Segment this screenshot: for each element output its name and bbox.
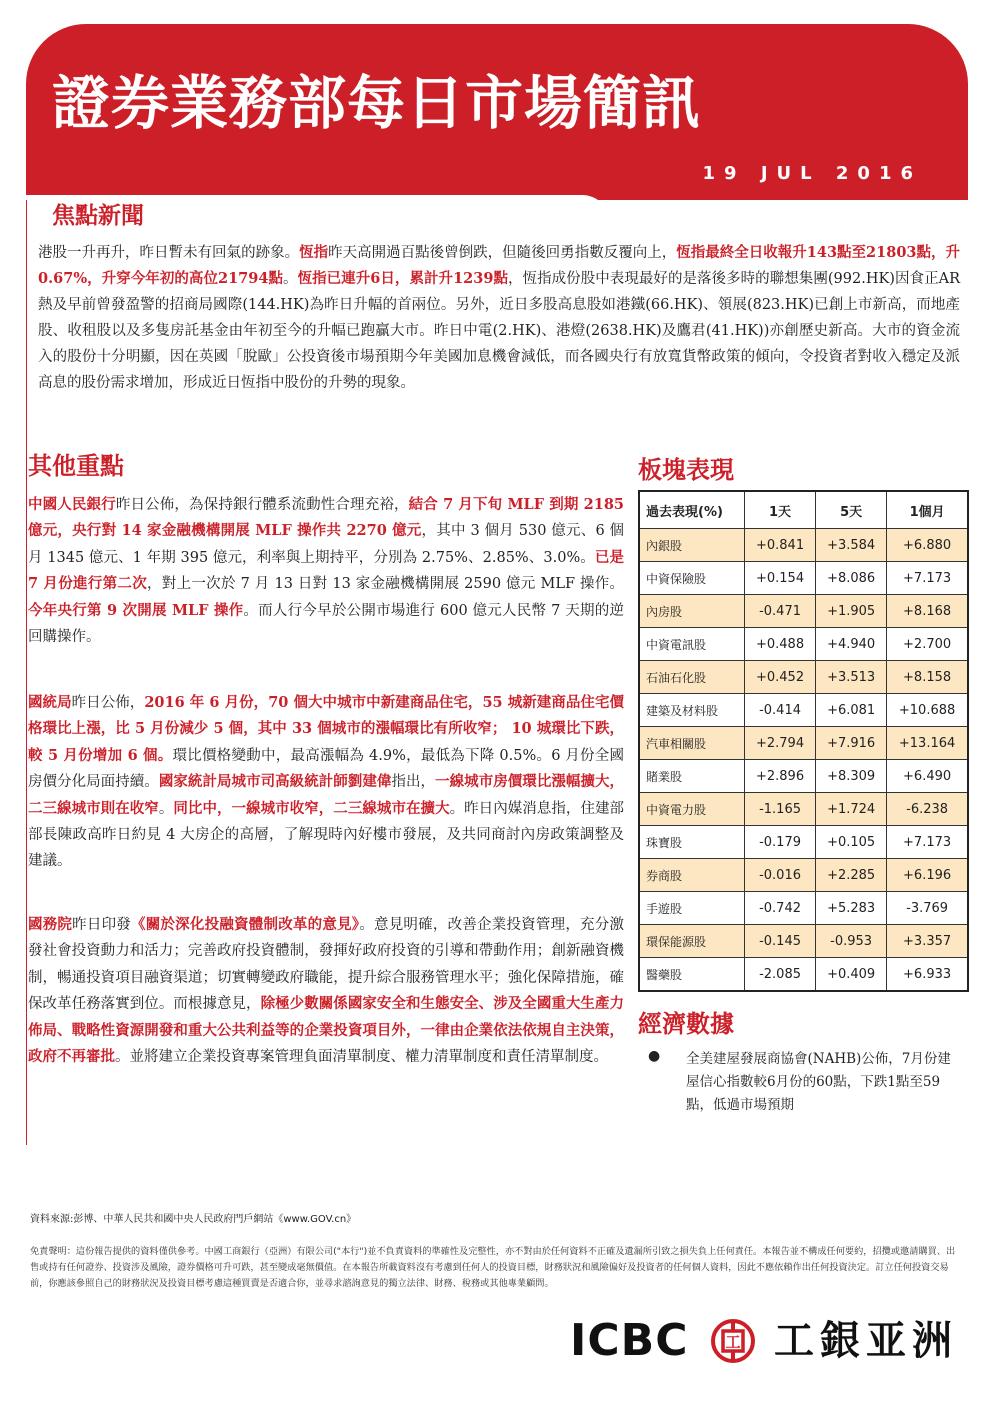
- highlight-text: 恆指最終全日收報升143點至21803點，升0.67%，升穿今年初的高位21794點: [38, 244, 961, 287]
- value-1month-cell: +6.933: [887, 958, 968, 992]
- value-1month-cell: +10.688: [887, 694, 968, 727]
- sector-name-cell: 建築及材料股: [639, 694, 745, 727]
- focus-news-heading: 焦點新聞: [52, 203, 144, 229]
- value-1day-cell: -0.145: [745, 925, 816, 958]
- body-text: 。: [283, 271, 298, 287]
- value-1month-cell: +6.196: [887, 859, 968, 892]
- value-1day-cell: +2.896: [745, 760, 816, 793]
- icbc-logo: [570, 1316, 960, 1366]
- sector-name-cell: 賭業股: [639, 760, 745, 793]
- value-1day-cell: +0.452: [745, 661, 816, 694]
- table-row: [639, 760, 968, 793]
- data-source: 資料來源:彭博、中華人民共和國中央人民政府門戶網站《www.GOV.cn》: [30, 1214, 357, 1225]
- body-text: 指出，: [391, 774, 436, 791]
- value-1day-cell: +0.841: [745, 529, 816, 562]
- focus-news-body: [38, 240, 960, 396]
- body-text: ，恆指成份股中表現最好的是落後多時的聯想集團(992.HK)因食正AR熱及早前曾發盈警的招商局國際(144.HK)為昨日升幅的首兩位。另外，近日多股高息股如港鐵(66.HK)、領展(823.HK)已創上市新高，而地產股、收租股以及多隻房託基金由年初至今的升幅已跑贏大市。昨日中電(2.HK)、港燈(2638.HK)及鷹君(41.HK))亦創歷史新高。大市的資金流入的股份十分明顯，因在英國「脫歐」公投資後市場預期今年美國加息機會減低，而各國央行有放寬貨幣政策的傾向，令投資者對收入穩定及派高息的股份需求增加，形成近日恆指中股份的升勢的現象。: [38, 271, 960, 391]
- table-row: [639, 562, 968, 595]
- sector-name-cell: 券商股: [639, 859, 745, 892]
- highlight-text: 國家統計局城市司高級統計師劉建偉: [158, 773, 392, 791]
- table-row: [639, 826, 968, 859]
- value-1day-cell: -1.165: [745, 793, 816, 826]
- value-5day-cell: +1.724: [816, 793, 887, 826]
- highlight-text: 除極少數關係國家安全和生態安全、涉及全國重大生產力佈局、戰略性資源開發和重大公共利益等的企業投資項目外，一律由企業依法依規自主決策，政府不再審批: [28, 995, 625, 1066]
- left-border-line: [26, 200, 27, 1145]
- bullet-icon: ●: [648, 1048, 661, 1064]
- value-1day-cell: -0.016: [745, 859, 816, 892]
- table-row: [639, 727, 968, 760]
- sector-name-cell: 手遊股: [639, 892, 745, 925]
- value-1day-cell: -2.085: [745, 958, 816, 992]
- value-5day-cell: +0.105: [816, 826, 887, 859]
- table-row: [639, 793, 968, 826]
- value-1day-cell: +0.154: [745, 562, 816, 595]
- highlight-text: 今年央行第 9 次開展 MLF 操作: [28, 601, 244, 619]
- highlight-text: 恆指已連升6日，累計升1239點: [297, 270, 509, 287]
- sector-performance-heading: 板塊表現: [638, 456, 734, 484]
- value-1month-cell: +8.168: [887, 595, 968, 628]
- value-1month-cell: +13.164: [887, 727, 968, 760]
- logo-en-text: ICBC: [570, 1315, 689, 1366]
- value-1day-cell: -0.414: [745, 694, 816, 727]
- value-1month-cell: +8.158: [887, 661, 968, 694]
- value-5day-cell: +0.409: [816, 958, 887, 992]
- col-header-period: 過去表現(%): [639, 491, 745, 529]
- value-5day-cell: +8.086: [816, 562, 887, 595]
- table-row: [639, 595, 968, 628]
- body-text: 昨日公佈，為保持銀行體系流動性合理充裕，: [115, 497, 409, 513]
- table-row: [639, 958, 968, 992]
- sector-name-cell: 中資電力股: [639, 793, 745, 826]
- sector-performance-table: [638, 490, 969, 992]
- value-1month-cell: +2.700: [887, 628, 968, 661]
- table-row: [639, 892, 968, 925]
- highlight-text: 一線城市房價環比漲幅擴大，二三線城市則在收窄: [28, 773, 625, 817]
- body-text: 昨天高開過百點後曾倒跌，但隨後回勇指數反覆向上，: [328, 245, 677, 261]
- value-5day-cell: +7.916: [816, 727, 887, 760]
- table-row: [639, 661, 968, 694]
- value-1month-cell: +3.357: [887, 925, 968, 958]
- sector-name-cell: 內銀股: [639, 529, 745, 562]
- table-row: [639, 529, 968, 562]
- body-text: 。並將建立企業投資專案管理負面清單制度、權力清單制度和責任清單制度。: [115, 1049, 608, 1066]
- body-text: 。而人行今早於公開市場進行 600 億元人民幣 7 天期的逆回購操作。: [28, 602, 624, 646]
- value-1month-cell: +6.490: [887, 760, 968, 793]
- sector-name-cell: 醫藥股: [639, 958, 745, 992]
- value-1month-cell: +7.173: [887, 562, 968, 595]
- value-1month-cell: +7.173: [887, 826, 968, 859]
- value-5day-cell: -0.953: [816, 925, 887, 958]
- nbs-paragraph: [28, 690, 624, 875]
- other-highlights-heading: 其他重點: [28, 452, 124, 480]
- body-text: 昨日公佈，: [71, 695, 145, 711]
- table-row: [639, 925, 968, 958]
- sector-name-cell: 中資電訊股: [639, 628, 745, 661]
- table-row: [639, 859, 968, 892]
- highlight-text: 國統局: [28, 694, 72, 711]
- seal-char: 工: [725, 1333, 741, 1351]
- highlight-text: 中國人民銀行: [28, 496, 116, 513]
- highlight-text: 結合 7 月下旬 MLF 到期 2185 億元，央行對 14 家金融機構開展 MLF 操作共 2270 億元: [28, 496, 625, 540]
- sector-name-cell: 環保能源股: [639, 925, 745, 958]
- logo-cn-text: 工銀亚洲: [774, 1318, 958, 1364]
- sector-name-cell: 內房股: [639, 595, 745, 628]
- value-5day-cell: +8.309: [816, 760, 887, 793]
- highlight-text: 恆指: [299, 244, 329, 261]
- value-5day-cell: +3.513: [816, 661, 887, 694]
- sector-name-cell: 石油石化股: [639, 661, 745, 694]
- report-date: 19 JUL 2016: [702, 163, 922, 184]
- value-5day-cell: +3.584: [816, 529, 887, 562]
- value-5day-cell: +4.940: [816, 628, 887, 661]
- body-text: 港股一升再升，昨日暫未有回氣的跡象。: [38, 245, 300, 261]
- highlight-text: 同比中，一線城市收窄，二三線城市在擴大: [173, 799, 450, 817]
- col-header-1month: 1個月: [887, 491, 968, 529]
- value-1day-cell: +0.488: [745, 628, 816, 661]
- value-1month-cell: +6.880: [887, 529, 968, 562]
- economic-data-heading: 經濟數據: [638, 1010, 734, 1038]
- value-1month-cell: -3.769: [887, 892, 968, 925]
- value-5day-cell: +2.285: [816, 859, 887, 892]
- value-1day-cell: -0.179: [745, 826, 816, 859]
- table-row: [639, 694, 968, 727]
- state-council-paragraph: [28, 912, 624, 1070]
- value-5day-cell: +5.283: [816, 892, 887, 925]
- economic-data-item: 全美建屋發展商協會(NAHB)公佈，7月份建屋信心指數較6月份的60點，下跌1點至59點，低過市場預期: [686, 1051, 951, 1113]
- value-5day-cell: +6.081: [816, 694, 887, 727]
- value-1day-cell: +2.794: [745, 727, 816, 760]
- body-text: 。: [158, 800, 174, 817]
- icbc-seal-icon: [710, 1318, 756, 1364]
- body-text: ，對上一次於 7 月 13 日對 13 家金融機構開展 2590 億元 MLF 操作。: [147, 576, 624, 593]
- body-text: 環比價格變動中，最高漲幅為 4.9%，最低為下降 0.5%。6 月份全國房價分化局面持續。: [28, 747, 624, 791]
- table-row: [639, 628, 968, 661]
- body-text: 昨日印發: [72, 917, 132, 933]
- highlight-text: 《關於深化投融資體制改革的意見》: [131, 916, 360, 933]
- body-text: 。昨日內媒消息指，住建部部長陳政高昨日約見 4 大房企的高層，了解現時內好樓市發展，及共同商討內房政策調整及建議。: [28, 800, 625, 870]
- sector-name-cell: 珠寶股: [639, 826, 745, 859]
- value-1day-cell: -0.471: [745, 595, 816, 628]
- value-1day-cell: -0.742: [745, 892, 816, 925]
- highlight-text: 已是 7 月份進行第二次: [28, 548, 624, 593]
- sector-name-cell: 汽車相關股: [639, 727, 745, 760]
- value-5day-cell: +1.905: [816, 595, 887, 628]
- value-1month-cell: -6.238: [887, 793, 968, 826]
- table-header-row: [639, 491, 968, 529]
- page-title: 證券業務部每日市場簡訊: [52, 69, 702, 137]
- body-text: ，其中 3 個月 530 億元、6 個月 1345 億元、1 年期 395 億元，利率與上期持平，分別為 2.75%、2.85%、3.0%。: [28, 523, 624, 566]
- disclaimer: 免責聲明：這份報告提供的資料僅供參考。中國工商銀行（亞洲）有限公司("本行")並不負責資料的準確性及完整性，亦不對由於任何資料不正確及遺漏所引致之損失負上任何責任。本報告並不構成任何要約，招攬或邀請購買、出售或持有任何證券、投資涉及風險，證券價格可升可跌，甚至變成毫無價值。在本報告所載資料沒有考慮到任何人的投資目標，財務狀況和風險偏好及投資者的任何個人資料，因此不應依賴作出任何投資決定。訂立任何投資交易前，你應該參照自己的財務狀況及投資目標考慮這種買賣是否適合你，並尋求諮詢意見的獨立法律、財務、稅務或其他專業顧問。: [30, 1246, 956, 1289]
- col-header-5day: 5天: [816, 491, 887, 529]
- col-header-1day: 1天: [745, 491, 816, 529]
- body-text: 。意見明確，改善企業投資管理，充分激發社會投資動力和活力；完善政府投資體制，發揮好政府投資的引導和帶動作用；創新融資機制，暢通投資項目融資渠道；切實轉變政府職能，提升綜合服務管理水平；強化保障措施，確保改革任務落實到位。而根據意見，: [28, 917, 624, 1013]
- sector-name-cell: 中資保險股: [639, 562, 745, 595]
- highlight-text: 國務院: [28, 916, 73, 933]
- highlight-text: 2016 年 6 月份，70 個大中城市中新建商品住宅，55 城新建商品住宅價格環比上漲，比 5 月份減少 5 個，其中 33 個城市的漲幅環比有所收窄； 10 城環比下跌，較 5 月份增加 6 個。: [28, 694, 625, 764]
- pboc-paragraph: [28, 492, 624, 650]
